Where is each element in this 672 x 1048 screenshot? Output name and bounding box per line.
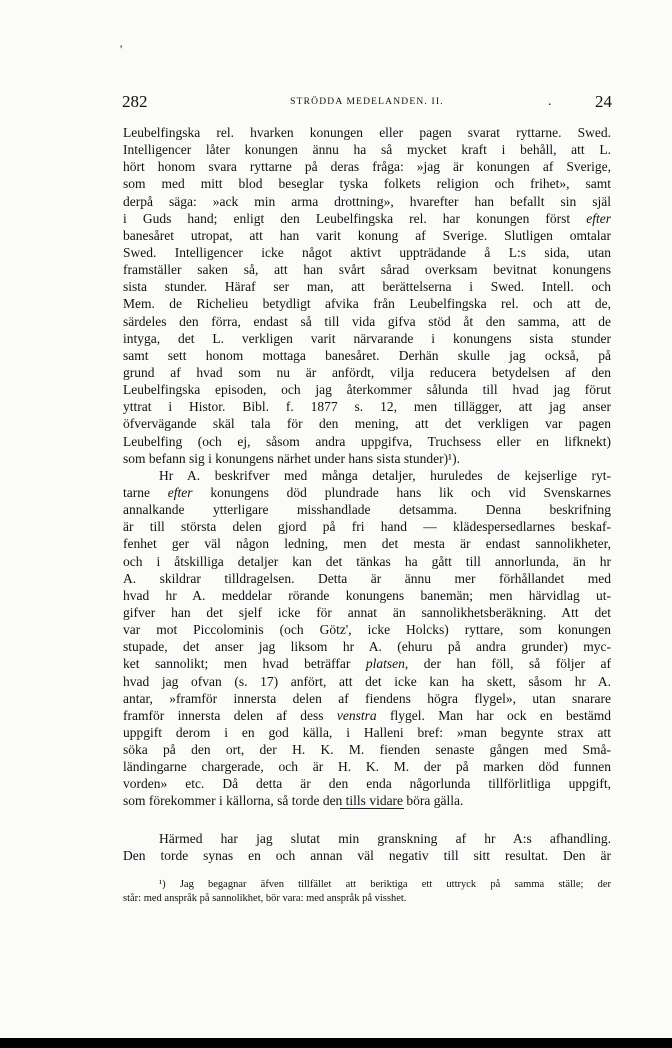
body-text-line: sista stunder. Häraf ser man, att berättelserna i Swed. Intell. och bbox=[123, 279, 611, 295]
body-text-line: Leubelfing (och ej, såsom andra uppgifva, Truchsess eller en lifknekt) bbox=[123, 433, 611, 449]
signature-mark: 24 bbox=[595, 92, 612, 111]
body-text-line: annalkande ytterligare misshandlade detsamma. Denna beskrifning bbox=[123, 502, 611, 518]
body-text-line: hvad jag ofvan (s. 17) anfört, att det icke kan ha skett, såsom hr A. bbox=[123, 673, 611, 689]
section-divider bbox=[340, 808, 404, 809]
body-text-line: fenhet ger väl någon ledning, men det mesta är endast sannolikheter, bbox=[123, 536, 611, 552]
body-text-line: Intelligencer låter konungen ännu ha så mycket kraft i behåll, att L. bbox=[123, 142, 611, 158]
body-text-line: uppgift derom i en god källa, i Halleni bref: »man begynte strax att bbox=[123, 724, 611, 740]
body-text-line: gifver han det sjelf icke för annat än sannolikhetsberäkning. Att det bbox=[123, 604, 611, 620]
footnote bbox=[123, 878, 611, 906]
body-text-line: ket sannolikt; men hvad beträffar platsen, der han föll, så följer af bbox=[123, 656, 611, 672]
stray-mark: ' bbox=[120, 42, 123, 56]
body-text-line: samt sett honom mottaga banesåret. Derhän skulle jag också, på bbox=[123, 347, 611, 363]
body-text-line: Leubelfingska episoden, och jag återkommer sålunda till hvad jag förut bbox=[123, 382, 611, 398]
page-header bbox=[122, 92, 612, 116]
footnote-line: står: med anspråk på sannolikhet, bör vara: med anspråk på visshet. bbox=[123, 893, 407, 904]
closing-paragraph-line: Härmed har jag slutat min granskning af hr A:s afhandling. bbox=[159, 831, 611, 846]
body-text-line: ländingarne chargerade, och är H. K. M. der på marken död funnen bbox=[123, 759, 611, 775]
body-text-line: som förekommer i källorna, så torde den tills vidare böra gälla. bbox=[123, 793, 464, 809]
body-text-line: Swed. Intelligencer icke något aktivt uppträdande å L:s sida, utan bbox=[123, 244, 611, 260]
body-text-line: var mot Piccolominis (och Götz', icke Holcks) ryttare, som konungen bbox=[123, 622, 611, 638]
running-head: STRÖDDA MEDELANDEN. II. bbox=[290, 97, 444, 107]
body-text-line: är till största delen gjord på fri hand — klädespersedlarnes beskaf- bbox=[123, 519, 611, 535]
body-text-line: stupade, det anser jag liksom hr A. (ehuru på andra grunder) myc- bbox=[123, 639, 611, 655]
body-text-line: A. skildrar tilldragelsen. Detta är ännu mer förhållandet med bbox=[123, 570, 611, 586]
body-text-line: tarne efter konungens död plundrade hans lik och vid Svenskarnes bbox=[123, 484, 611, 500]
body-text-line: som med mitt blod beseglar tyska folkets religion och frihet», samt bbox=[123, 176, 611, 192]
body-text-line: framför innersta delen af dess venstra flygel. Man har ock en bestämd bbox=[123, 707, 611, 723]
footnote-line: ¹) Jag begagnar äfven tillfället att beriktiga ett uttryck på samma ställe; der bbox=[159, 879, 611, 890]
body-text bbox=[123, 124, 611, 810]
body-text-line: vorden» etc. Då detta är den enda någorlunda tillförlitliga uppgift, bbox=[123, 776, 611, 792]
body-text-line: öfvervägande skäl tala för den mening, att det verkligen var pagen bbox=[123, 416, 611, 432]
body-text-line: intyga, det L. verkligen varit närvarande i konungens sista stunder bbox=[123, 330, 611, 346]
body-text-line: hvad hr A. meddelar rörande konungens banemän; men härvidlag ut- bbox=[123, 587, 611, 603]
body-text-line: och i åtskilliga detaljer kan det tänkas ha gått till annorlunda, än hr bbox=[123, 553, 611, 569]
body-text-line: yttrat i Histor. Bibl. f. 1877 s. 12, men tillägger, att jag anser bbox=[123, 399, 611, 415]
body-text-line: som befann sig i konungens närhet under hans sista stunder)¹). bbox=[123, 450, 460, 466]
body-text-line: söka på den ort, der H. K. M. fienden senaste gången med Små- bbox=[123, 742, 611, 758]
header-dot: . bbox=[548, 94, 552, 109]
body-text-line: grund af hvad som nu är anfördt, vilja reducera betydelsen af den bbox=[123, 364, 611, 380]
body-text-line: Hr A. beskrifver med många detaljer, huruledes de kejserlige ryt- bbox=[159, 467, 611, 483]
body-text-line: framställer saken så, att han svårt sårad overksam bevitnat konungens bbox=[123, 262, 611, 278]
closing-paragraph-line: Den torde synas en och annan väl negativ till sitt resultat. Den är bbox=[123, 848, 611, 864]
body-text-line: i Guds hand; enligt den Leubelfingska rel. har konungen först efter bbox=[123, 210, 611, 226]
body-text-line: hört honom svara ryttarne på deras fråga: »jag är konungen af Sverige, bbox=[123, 159, 611, 175]
page-number: 282 bbox=[122, 92, 148, 111]
closing-paragraph bbox=[123, 830, 611, 864]
scan-edge-bar bbox=[0, 1038, 672, 1048]
body-text-line: derpå säga: »ack min arma drottning», hvarefter han befallt sin själ bbox=[123, 193, 611, 209]
body-text-line: banesåret utropat, att han varit konung af Sverige. Slutligen omtalar bbox=[123, 227, 611, 243]
body-text-line: Leubelfingska rel. hvarken konungen eller pagen svarat ryttarne. Swed. bbox=[123, 125, 611, 140]
body-text-line: Mem. de Richelieu betydligt afvika från Leubelfingska rel. och att de, bbox=[123, 296, 611, 312]
body-text-line: särdeles den förra, endast så till vida gifva stöd åt den samma, att de bbox=[123, 313, 611, 329]
body-text-line: antar, »framför innersta delen af fiendens högra flygel», utan snarare bbox=[123, 690, 611, 706]
